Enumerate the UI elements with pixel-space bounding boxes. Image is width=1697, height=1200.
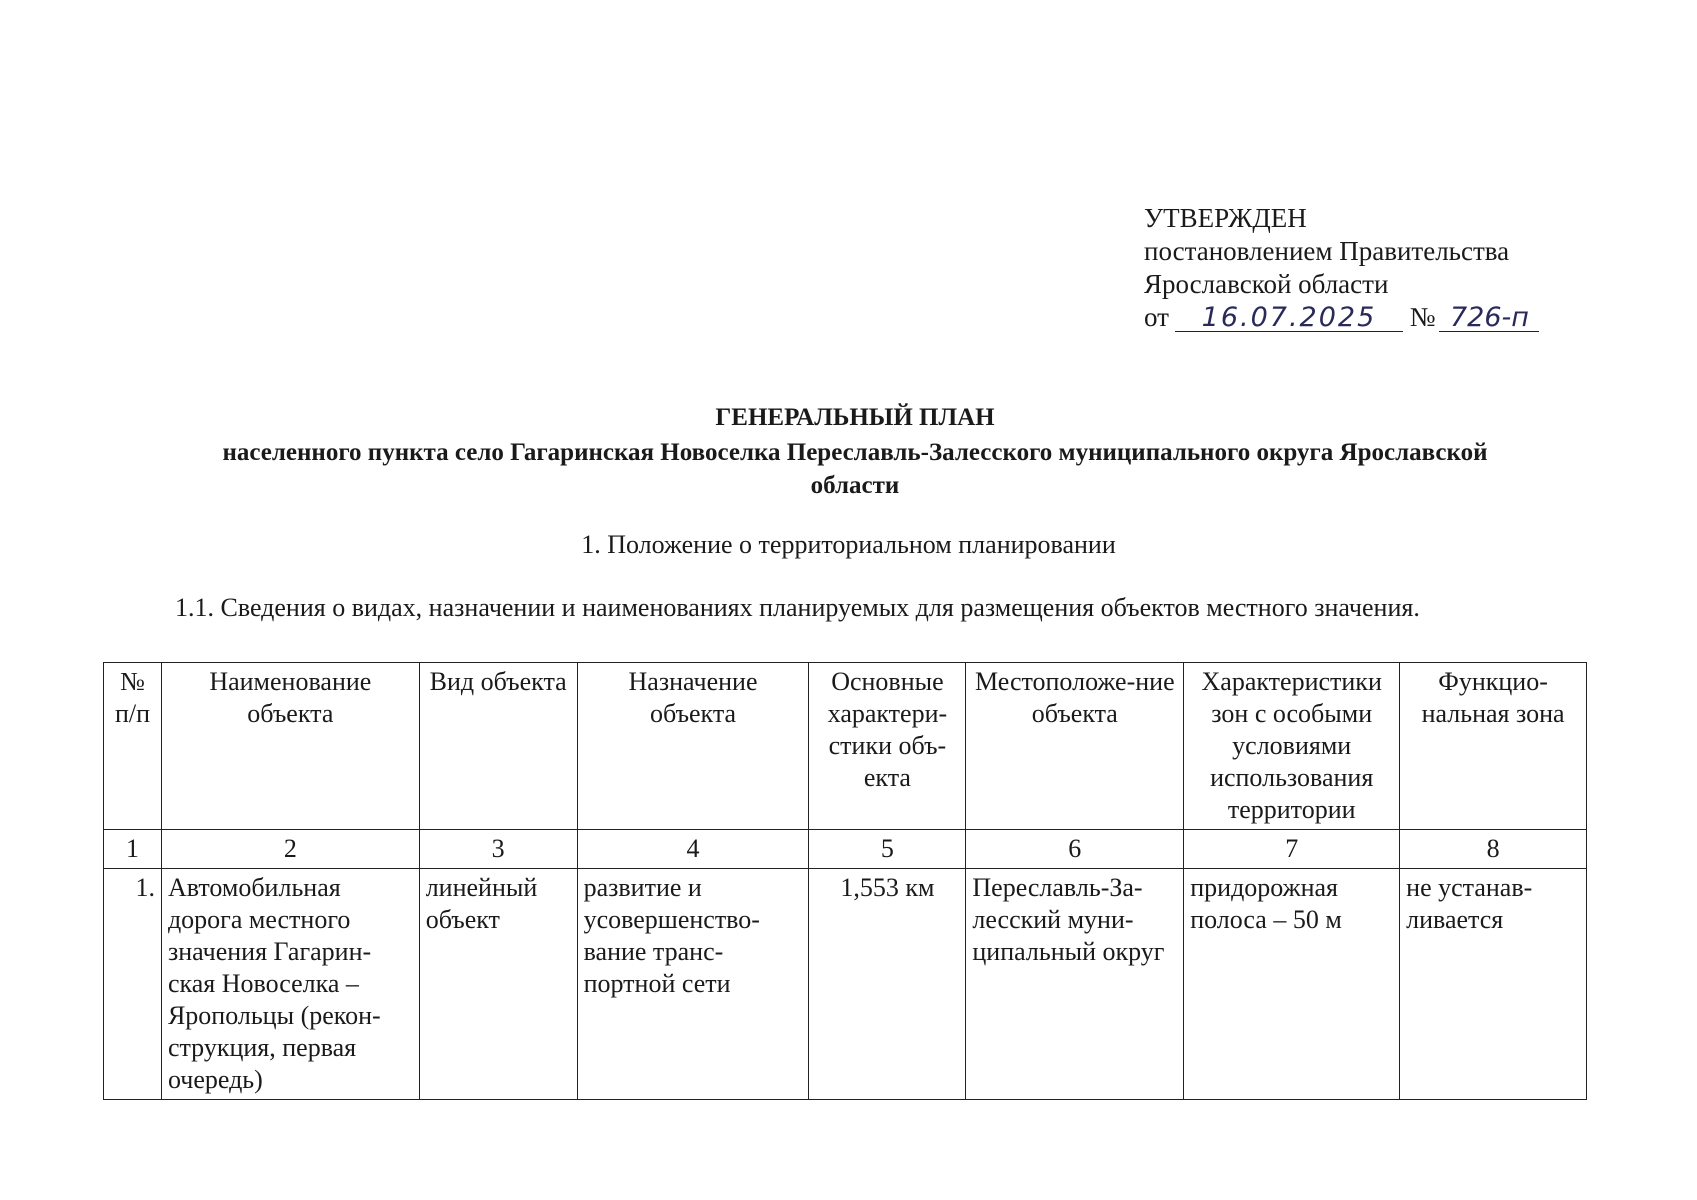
header-cell-characteristics: Основные характери-стики объ-екта [809,663,966,830]
column-number-cell: 8 [1400,830,1587,869]
document-title: ГЕНЕРАЛЬНЫЙ ПЛАН [715,404,995,431]
row-purpose-cell: развитие и усовершенство-вание транс-портной сети [577,869,809,1100]
header-cell-number: № п/п [104,663,162,830]
row-zones-cell: придорожная полоса – 50 м [1184,869,1400,1100]
subsection-heading: 1.1. Сведения о видах, назначении и наименованиях планируемых для размещения объектов местного значения. [175,593,1420,622]
document-subtitle-line1: населенного пункта село Гагаринская Новоселка Переславль-Залесского муниципального округа Ярославской [222,439,1488,466]
table-header-row [104,663,1587,830]
approval-number: 726-п [1439,305,1539,332]
from-label: от [1144,302,1169,332]
approval-date-number-line [1144,301,1539,334]
table-row [104,869,1587,1100]
approval-status: УТВЕРЖДЕН [1144,203,1307,233]
approval-date: 16.07.2025 [1175,305,1403,332]
header-cell-name: Наименование объекта [161,663,419,830]
approval-line-region: Ярославской области [1144,269,1389,299]
column-number-cell: 5 [809,830,966,869]
approval-line-decree: постановлением Правительства [1144,236,1510,266]
header-cell-purpose: Назначение объекта [577,663,809,830]
planned-objects-table [103,662,1587,1100]
header-cell-type: Вид объекта [419,663,577,830]
column-number-cell: 4 [577,830,809,869]
column-number-cell: 7 [1184,830,1400,869]
header-cell-functional-zone: Функцио-нальная зона [1400,663,1587,830]
row-functional-zone-cell: не устанав-ливается [1400,869,1587,1100]
document-subtitle-line2: области [810,472,900,499]
row-location-cell: Переславль-За-лесский муни-ципальный округ [966,869,1184,1100]
column-number-cell: 6 [966,830,1184,869]
header-cell-zones: Характеристики зон с особыми условиями использования территории [1184,663,1400,830]
column-number-cell: 3 [419,830,577,869]
row-name-cell: Автомобильная дорога местного значения Гагарин-ская Новоселка – Яропольцы (рекон-струкция, первая очередь) [161,869,419,1100]
column-number-cell: 2 [161,830,419,869]
row-characteristics-cell: 1,553 км [809,869,966,1100]
section-heading: 1. Положение о территориальном планировании [581,530,1116,559]
row-number-cell: 1. [104,869,162,1100]
header-cell-location: Местоположе-ние объекта [966,663,1184,830]
number-label: № [1409,302,1436,332]
table-column-numbers-row [104,830,1587,869]
column-number-cell: 1 [104,830,162,869]
approval-stamp [1144,202,1539,334]
row-type-cell: линейный объект [419,869,577,1100]
